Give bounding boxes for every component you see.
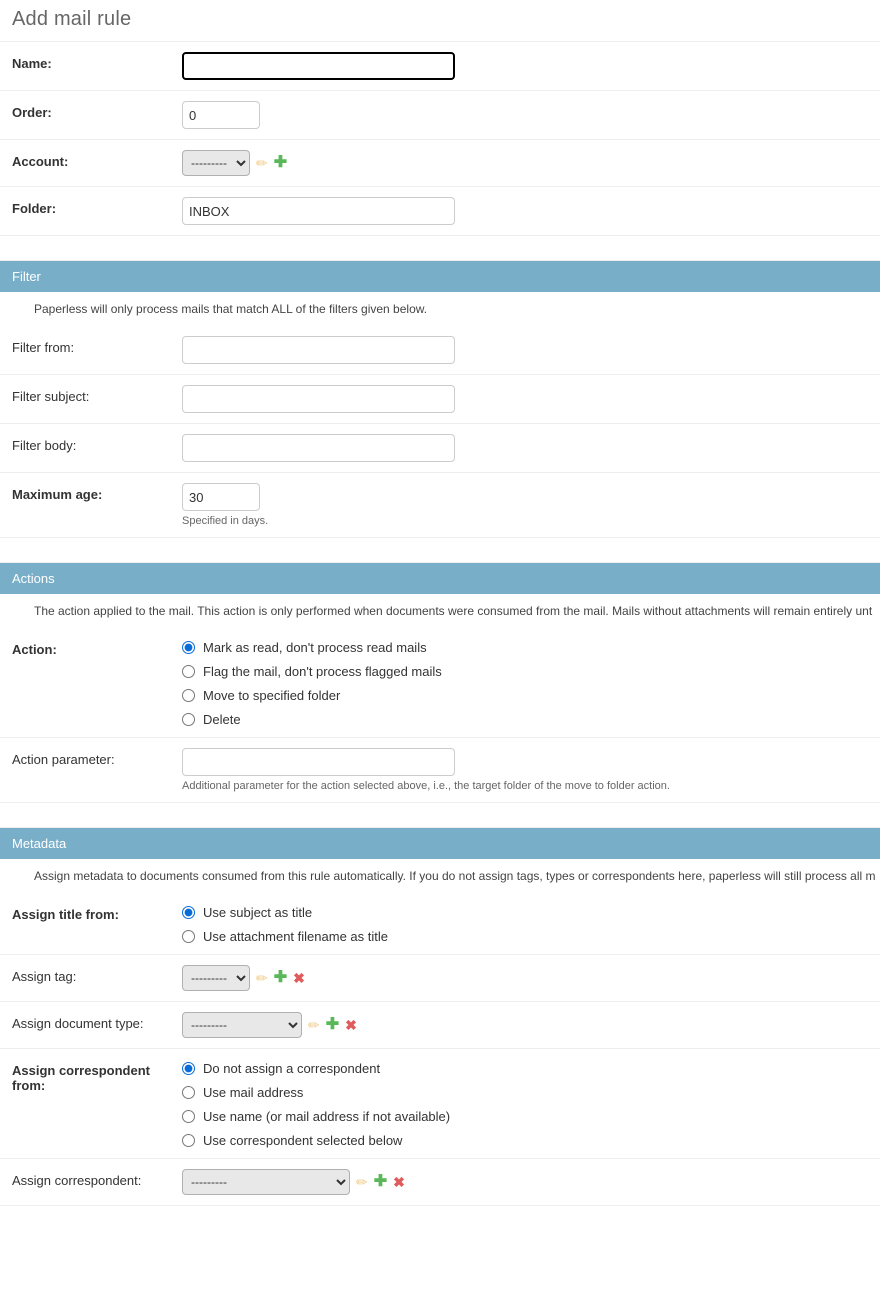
form-row-assign-tag [0, 955, 880, 1002]
assign-correspondent-radio-2[interactable] [182, 1110, 195, 1123]
form-row-filter-subject [0, 375, 880, 424]
label-action: Action: [12, 642, 57, 657]
form-row-filter-body [0, 424, 880, 473]
filter-module [0, 260, 880, 538]
actions-module [0, 562, 880, 803]
edit-pencil-icon[interactable]: ✏ [356, 1174, 368, 1190]
assign-document-type-select[interactable] [182, 1012, 302, 1038]
spacer-2 [0, 538, 880, 562]
form-row-action-parameter [0, 738, 880, 802]
field-assign-document-type [182, 1012, 868, 1038]
label-filter-from: Filter from: [12, 340, 75, 355]
form-row-maximum-age [0, 473, 880, 537]
assign-correspondent-radio-3[interactable] [182, 1134, 195, 1147]
form-row-action [0, 628, 880, 738]
folder-input[interactable] [182, 197, 455, 225]
assign-title-radio-group [182, 903, 868, 944]
field-action-parameter [182, 748, 868, 792]
form-row-assign-correspondent-from [0, 1049, 880, 1159]
edit-pencil-icon[interactable]: ✏ [256, 155, 268, 171]
delete-cross-icon[interactable]: ✖ [293, 970, 305, 986]
add-plus-icon[interactable]: ✚ [273, 154, 288, 171]
label-assign-title-from: Assign title from: [12, 907, 119, 922]
assign-correspondent-radio-0[interactable] [182, 1062, 195, 1075]
form-row-folder [0, 187, 880, 235]
metadata-help-text: Assign metadata to documents consumed from this rule automatically. If you do not assign tags, types or correspondents here, paperless will still process all m [34, 869, 876, 883]
action-parameter-help: Additional parameter for the action selected above, i.e., the target folder of the move to folder action. [182, 780, 670, 792]
action-radio-1[interactable] [182, 665, 195, 678]
assign-title-option-0-label: Use subject as title [203, 905, 313, 920]
edit-pencil-icon[interactable]: ✏ [308, 1017, 320, 1033]
field-folder [182, 197, 868, 225]
assign-correspondent-option-3-label: Use correspondent selected below [203, 1133, 403, 1148]
form-row-assign-document-type [0, 1002, 880, 1049]
field-maximum-age [182, 483, 868, 527]
action-option-3-label: Delete [203, 712, 241, 727]
filter-section-header: Filter [0, 261, 880, 292]
label-order: Order: [12, 105, 52, 120]
label-assign-document-type: Assign document type: [12, 1016, 144, 1031]
page-title: Add mail rule [12, 8, 132, 30]
label-filter-body: Filter body: [12, 438, 77, 453]
field-assign-title-from [182, 903, 868, 944]
field-order [182, 101, 868, 129]
filter-body-input[interactable] [182, 434, 455, 462]
add-plus-icon[interactable]: ✚ [325, 1016, 340, 1033]
form-row-assign-title-from [0, 893, 880, 955]
form-row-account [0, 140, 880, 187]
label-account: Account: [12, 154, 69, 169]
assign-tag-select[interactable] [182, 965, 250, 991]
label-action-parameter: Action parameter: [12, 752, 115, 767]
field-account [182, 150, 868, 176]
field-filter-body [182, 434, 868, 462]
field-assign-correspondent-from [182, 1059, 868, 1148]
main-fields-module [0, 41, 880, 236]
delete-cross-icon[interactable]: ✖ [345, 1017, 357, 1033]
action-radio-0[interactable] [182, 641, 195, 654]
maximum-age-help: Specified in days. [182, 515, 269, 527]
assign-correspondent-radio-group [182, 1059, 868, 1148]
assign-correspondent-option-2-label: Use name (or mail address if not available) [203, 1109, 451, 1124]
action-option-0-label: Mark as read, don't process read mails [203, 640, 427, 655]
action-radio-group [182, 638, 868, 727]
account-select[interactable] [182, 150, 250, 176]
label-assign-tag: Assign tag: [12, 969, 77, 984]
field-action [182, 638, 868, 727]
label-filter-subject: Filter subject: [12, 389, 90, 404]
filter-help-text: Paperless will only process mails that match ALL of the filters given below. [34, 302, 428, 316]
add-plus-icon[interactable]: ✚ [273, 969, 288, 986]
label-folder: Folder: [12, 201, 57, 216]
add-plus-icon[interactable]: ✚ [373, 1173, 388, 1190]
assign-title-radio-0[interactable] [182, 906, 195, 919]
form-row-name [0, 42, 880, 91]
spacer-3 [0, 803, 880, 827]
assign-correspondent-select[interactable] [182, 1169, 350, 1195]
filter-from-input[interactable] [182, 336, 455, 364]
action-option-1-label: Flag the mail, don't process flagged mails [203, 664, 442, 679]
action-option-1[interactable] [182, 664, 868, 679]
order-input[interactable] [182, 101, 260, 129]
field-assign-tag [182, 965, 868, 991]
label-assign-correspondent-from: Assign correspondent from: [12, 1063, 150, 1093]
action-option-3[interactable] [182, 712, 868, 727]
metadata-section-header: Metadata [0, 828, 880, 859]
action-parameter-input[interactable] [182, 748, 455, 776]
label-assign-correspondent: Assign correspondent: [12, 1173, 142, 1188]
assign-correspondent-option-0-label: Do not assign a correspondent [203, 1061, 381, 1076]
assign-title-option-0[interactable] [182, 905, 868, 920]
action-option-2-label: Move to specified folder [203, 688, 341, 703]
assign-correspondent-option-2[interactable] [182, 1109, 868, 1124]
filter-subject-input[interactable] [182, 385, 455, 413]
label-name: Name: [12, 56, 52, 71]
field-assign-correspondent [182, 1169, 868, 1195]
spacer-1 [0, 236, 880, 260]
name-input[interactable] [182, 52, 455, 80]
action-option-0[interactable] [182, 640, 868, 655]
assign-correspondent-option-3[interactable] [182, 1133, 868, 1148]
edit-pencil-icon[interactable]: ✏ [256, 970, 268, 986]
assign-correspondent-option-1-label: Use mail address [203, 1085, 304, 1100]
assign-title-option-1[interactable] [182, 929, 868, 944]
assign-title-option-1-label: Use attachment filename as title [203, 929, 388, 944]
action-option-2[interactable] [182, 688, 868, 703]
assign-correspondent-radio-1[interactable] [182, 1086, 195, 1099]
maximum-age-input[interactable] [182, 483, 260, 511]
actions-section-header: Actions [0, 563, 880, 594]
delete-cross-icon[interactable]: ✖ [393, 1174, 405, 1190]
action-radio-3[interactable] [182, 713, 195, 726]
form-row-order [0, 91, 880, 140]
field-name [182, 52, 868, 80]
label-maximum-age: Maximum age: [12, 487, 103, 502]
metadata-module [0, 827, 880, 1206]
action-radio-2[interactable] [182, 689, 195, 702]
assign-title-radio-1[interactable] [182, 930, 195, 943]
form-row-assign-correspondent [0, 1159, 880, 1205]
assign-correspondent-option-1[interactable] [182, 1085, 868, 1100]
field-filter-from [182, 336, 868, 364]
form-row-filter-from [0, 326, 880, 375]
assign-correspondent-option-0[interactable] [182, 1061, 868, 1076]
field-filter-subject [182, 385, 868, 413]
actions-help-text: The action applied to the mail. This action is only performed when documents were consumed from the mail. Mails without attachments will remain entirely unt [34, 604, 873, 618]
